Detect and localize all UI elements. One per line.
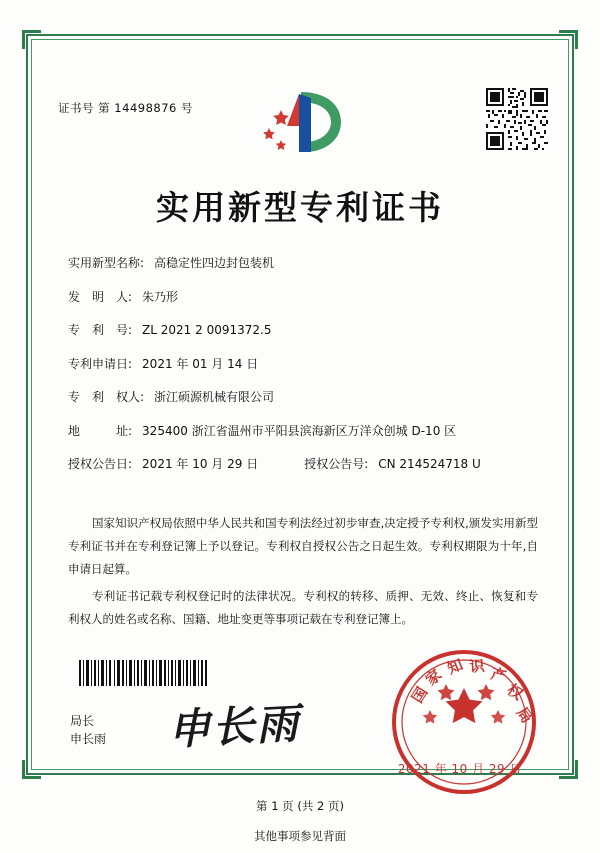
corner-ornament-bottom-right (559, 760, 578, 779)
certificate-number: 证书号 第 14498876 号 (58, 101, 193, 115)
field-label-application-date: 专利申请日: (68, 356, 133, 371)
seal-date: 2021 年 10 月 29 日 (397, 762, 522, 776)
legal-body-text (68, 512, 538, 635)
field-value-application-date: 2021 年 01 月 14 日 (142, 356, 259, 371)
field-row-patent-number (68, 321, 540, 338)
field-row-application-date (68, 355, 540, 372)
director-title-line1: 局长 (70, 714, 95, 728)
svg-text:产: 产 (488, 664, 509, 686)
grant-number-group (304, 455, 481, 472)
field-label-grant-date: 授权公告日: (68, 457, 133, 471)
field-label-name: 实用新型名称: (68, 256, 145, 270)
field-value-address: 325400 浙江省温州市平阳县滨海新区万洋众创城 D-10 区 (142, 423, 457, 438)
svg-text:知: 知 (444, 655, 466, 678)
field-label-grant-number: 授权公告号: (304, 457, 369, 471)
field-label-patent-number: 专 利 号: (68, 323, 133, 337)
field-row-name (68, 254, 540, 271)
field-label-address: 地 址: (68, 423, 133, 438)
field-value-inventor: 朱乃形 (142, 289, 179, 304)
field-label-patentee: 专 利 权人: (68, 390, 145, 404)
qr-code-icon (486, 88, 548, 150)
corner-ornament-top-left (22, 30, 41, 49)
field-row-patentee (68, 388, 540, 405)
field-value-patent-number: ZL 2021 2 0091372.5 (142, 323, 272, 337)
page-title: 实用新型专利证书 (156, 188, 444, 227)
field-label-inventor: 发 明 人: (68, 289, 133, 304)
svg-text:局: 局 (512, 703, 537, 727)
field-value-grant-number: CN 214524718 U (378, 457, 481, 471)
legal-paragraph-2: 专利证书记载专利权登记时的法律状况。专利权的转移、质押、无效、终止、恢复和专利权人的姓名或名称、国籍、地址变更等事项记载在专利登记簿上。 (68, 589, 538, 626)
svg-text:识: 识 (468, 656, 486, 676)
director-handwritten-signature: 申长雨 (166, 698, 302, 755)
footer-note: 其他事项参见背面 (254, 829, 346, 843)
svg-text:家: 家 (422, 665, 446, 690)
field-row-grant (68, 455, 540, 472)
barcode-icon (78, 660, 208, 686)
corner-ornament-bottom-left (22, 760, 41, 779)
corner-ornament-top-right (559, 30, 578, 49)
director-title (70, 712, 106, 748)
field-row-address (68, 422, 540, 439)
cnipa-logo-icon (255, 84, 351, 160)
legal-paragraph-1: 国家知识产权局依照中华人民共和国专利法经过初步审查,决定授予专利权,颁发实用新型专利证书并在专利登记簿上予以登记。专利权自授权公告之日起生效。专利权期限为十年,自申请日起算。 (68, 516, 538, 576)
svg-text:权: 权 (503, 680, 527, 704)
field-value-grant-date: 2021 年 10 月 29 日 (142, 457, 259, 471)
page-number: 第 1 页 (共 2 页) (256, 799, 344, 813)
svg-text:国: 国 (408, 683, 432, 707)
field-row-inventor (68, 288, 540, 305)
director-title-line2: 申长雨 (70, 732, 107, 746)
field-value-patentee: 浙江硕源机械有限公司 (154, 390, 275, 404)
field-value-name: 高稳定性四边封包装机 (154, 256, 275, 270)
field-list (68, 254, 540, 489)
